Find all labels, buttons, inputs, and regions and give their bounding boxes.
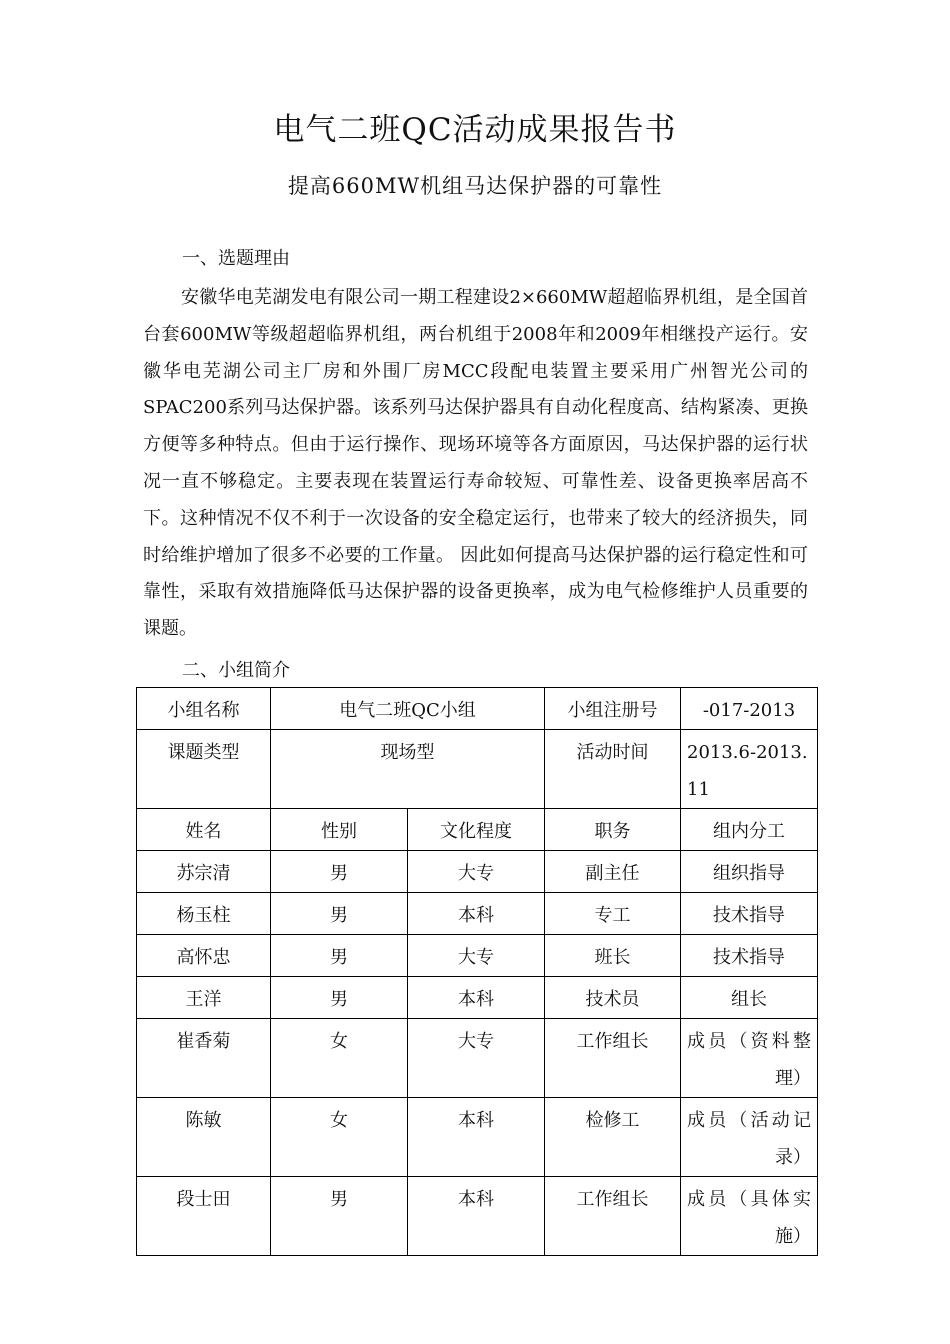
table-row	[137, 851, 818, 893]
member-position: 技术员	[545, 977, 681, 1019]
topic-type-value: 现场型	[271, 730, 545, 809]
table-header-row	[137, 809, 818, 851]
column-header-position: 职务	[545, 809, 681, 851]
member-name: 段士田	[137, 1177, 271, 1256]
member-education: 本科	[408, 1177, 545, 1256]
member-education: 本科	[408, 893, 545, 935]
member-position: 专工	[545, 893, 681, 935]
member-role: 技术指导	[681, 893, 818, 935]
member-position: 工作组长	[545, 1019, 681, 1098]
column-header-education: 文化程度	[408, 809, 545, 851]
member-name: 高怀忠	[137, 935, 271, 977]
member-position: 副主任	[545, 851, 681, 893]
member-education: 本科	[408, 1098, 545, 1177]
document-subtitle: 提高660MW机组马达保护器的可靠性	[287, 174, 663, 198]
column-header-name: 姓名	[137, 809, 271, 851]
member-role: 成员（活动记录）	[681, 1098, 818, 1177]
table-row	[137, 977, 818, 1019]
section-heading-topic-reason: 一、选题理由	[182, 248, 290, 269]
table-row	[137, 935, 818, 977]
table-row-group-name	[137, 688, 818, 730]
member-role: 组长	[681, 977, 818, 1019]
table-row	[137, 1098, 818, 1177]
table-row	[137, 1019, 818, 1098]
member-role: 组织指导	[681, 851, 818, 893]
member-gender: 男	[271, 1177, 408, 1256]
member-gender: 男	[271, 935, 408, 977]
column-header-role: 组内分工	[681, 809, 818, 851]
registration-label: 小组注册号	[545, 688, 681, 730]
member-name: 王洋	[137, 977, 271, 1019]
group-name-value: 电气二班QC小组	[271, 688, 545, 730]
member-role: 成员（具体实施）	[681, 1177, 818, 1256]
member-education: 大专	[408, 935, 545, 977]
member-position: 检修工	[545, 1098, 681, 1177]
member-position: 班长	[545, 935, 681, 977]
section-heading-group-intro: 二、小组简介	[182, 660, 290, 681]
member-education: 本科	[408, 977, 545, 1019]
member-gender: 女	[271, 1098, 408, 1177]
activity-time-label: 活动时间	[545, 730, 681, 809]
member-gender: 女	[271, 1019, 408, 1098]
member-name: 杨玉柱	[137, 893, 271, 935]
member-gender: 男	[271, 893, 408, 935]
registration-value: -017-2013	[681, 688, 818, 730]
document-title: 电气二班QC活动成果报告书	[273, 112, 677, 148]
table-row	[137, 1177, 818, 1256]
member-gender: 男	[271, 851, 408, 893]
member-name: 陈敏	[137, 1098, 271, 1177]
member-role: 成员（资料整理）	[681, 1019, 818, 1098]
group-name-label: 小组名称	[137, 688, 271, 730]
member-education: 大专	[408, 1019, 545, 1098]
member-name: 苏宗清	[137, 851, 271, 893]
activity-time-value: 2013.6-2013.11	[681, 730, 818, 809]
member-education: 大专	[408, 851, 545, 893]
member-role: 技术指导	[681, 935, 818, 977]
topic-type-label: 课题类型	[137, 730, 271, 809]
member-name: 崔香菊	[137, 1019, 271, 1098]
member-gender: 男	[271, 977, 408, 1019]
topic-reason-paragraph: 安徽华电芜湖发电有限公司一期工程建设2×660MW超超临界机组，是全国首台套600MW等级超超临界机组，两台机组于2008年和2009年相继投产运行。安徽华电芜湖公司主厂房和外围厂房MCC段配电装置主要采用广州智光公司的SPAC200系列马达保护器。该系列马达保护器具有自动化程度高、结构紧凑、更换方便等多种特点。但由于运行操作、现场环境等各方面原因，马达保护器的运行状况一直不够稳定。主要表现在装置运行寿命较短、可靠性差、设备更换率居高不下。这种情况不仅不利于一次设备的安全稳定运行，也带来了较大的经济损失，同时给维护增加了很多不必要的工作量。 因此如何提高马达保护器的运行稳定性和可靠性，采取有效措施降低马达保护器的设备更换率，成为电气检修维护人员重要的课题。	[143, 287, 808, 640]
table-row-topic-type	[137, 730, 818, 809]
member-position: 工作组长	[545, 1177, 681, 1256]
group-info-table	[136, 687, 818, 1256]
table-row	[137, 893, 818, 935]
column-header-gender: 性别	[271, 809, 408, 851]
